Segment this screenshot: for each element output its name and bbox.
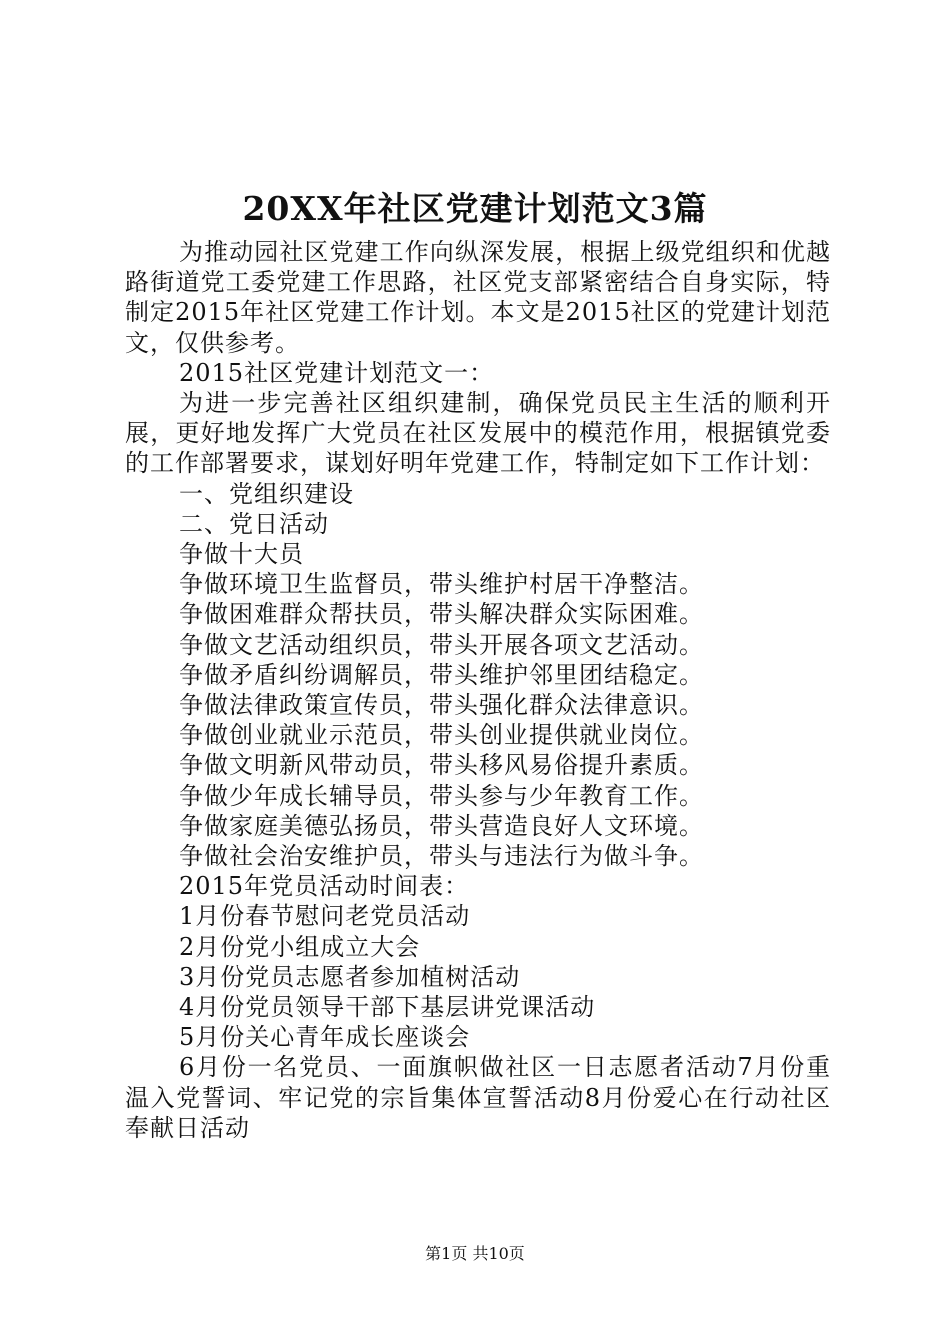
schedule-item: 4月份党员领导干部下基层讲党课活动 xyxy=(179,993,596,1022)
list-item: 争做少年成长辅导员，带头参与少年教育工作。 xyxy=(179,781,704,810)
section-heading-party-day: 二、党日活动 xyxy=(179,509,329,538)
section-heading-party-organization: 一、党组织建设 xyxy=(179,479,354,508)
list-item: 争做文明新风带动员，带头移风易俗提升素质。 xyxy=(179,751,704,780)
paragraph-heading-sample-one: 2015社区党建计划范文一： xyxy=(179,358,495,387)
list-heading-ten-roles: 争做十大员 xyxy=(179,540,304,569)
schedule-item: 6月份一名党员、一面旗帜做社区一日志愿者活动7月份重温入党誓词、牢记党的宗旨集体宣誓活动8月份爱心在行动社区奉献日活动 xyxy=(125,1053,831,1142)
document-body xyxy=(125,237,831,1143)
list-item: 争做家庭美德弘扬员，带头营造良好人文环境。 xyxy=(179,811,704,840)
list-item: 争做文艺活动组织员，带头开展各项文艺活动。 xyxy=(179,630,704,659)
list-item: 争做创业就业示范员，带头创业提供就业岗位。 xyxy=(179,721,704,750)
paragraph-intro: 为推动园社区党建工作向纵深发展，根据上级党组织和优越路街道党工委党建工作思路，社区党支部紧密结合自身实际，特制定2015年社区党建工作计划。本文是2015社区的党建计划范文，仅供参考。 xyxy=(125,238,831,357)
schedule-item: 5月份关心青年成长座谈会 xyxy=(179,1023,471,1052)
schedule-item: 3月份党员志愿者参加植树活动 xyxy=(179,962,521,991)
list-item: 争做环境卫生监督员，带头维护村居干净整洁。 xyxy=(179,570,704,599)
list-item: 争做社会治安维护员，带头与违法行为做斗争。 xyxy=(179,842,704,871)
schedule-heading: 2015年党员活动时间表： xyxy=(179,872,470,901)
page-number: 第1页 共10页 xyxy=(425,1244,525,1263)
document-title: 20XX年社区党建计划范文3篇 xyxy=(242,189,708,228)
list-item: 争做矛盾纠纷调解员，带头维护邻里团结稳定。 xyxy=(179,660,704,689)
paragraph-plan-purpose: 为进一步完善社区组织建制，确保党员民主生活的顺利开展，更好地发挥广大党员在社区发展中的模范作用，根据镇党委的工作部署要求，谋划好明年党建工作，特制定如下工作计划： xyxy=(125,389,831,478)
schedule-item: 1月份春节慰问老党员活动 xyxy=(179,902,471,931)
schedule-item: 2月份党小组成立大会 xyxy=(179,932,421,961)
list-item: 争做法律政策宣传员，带头强化群众法律意识。 xyxy=(179,691,704,720)
list-item: 争做困难群众帮扶员，带头解决群众实际困难。 xyxy=(179,600,704,629)
